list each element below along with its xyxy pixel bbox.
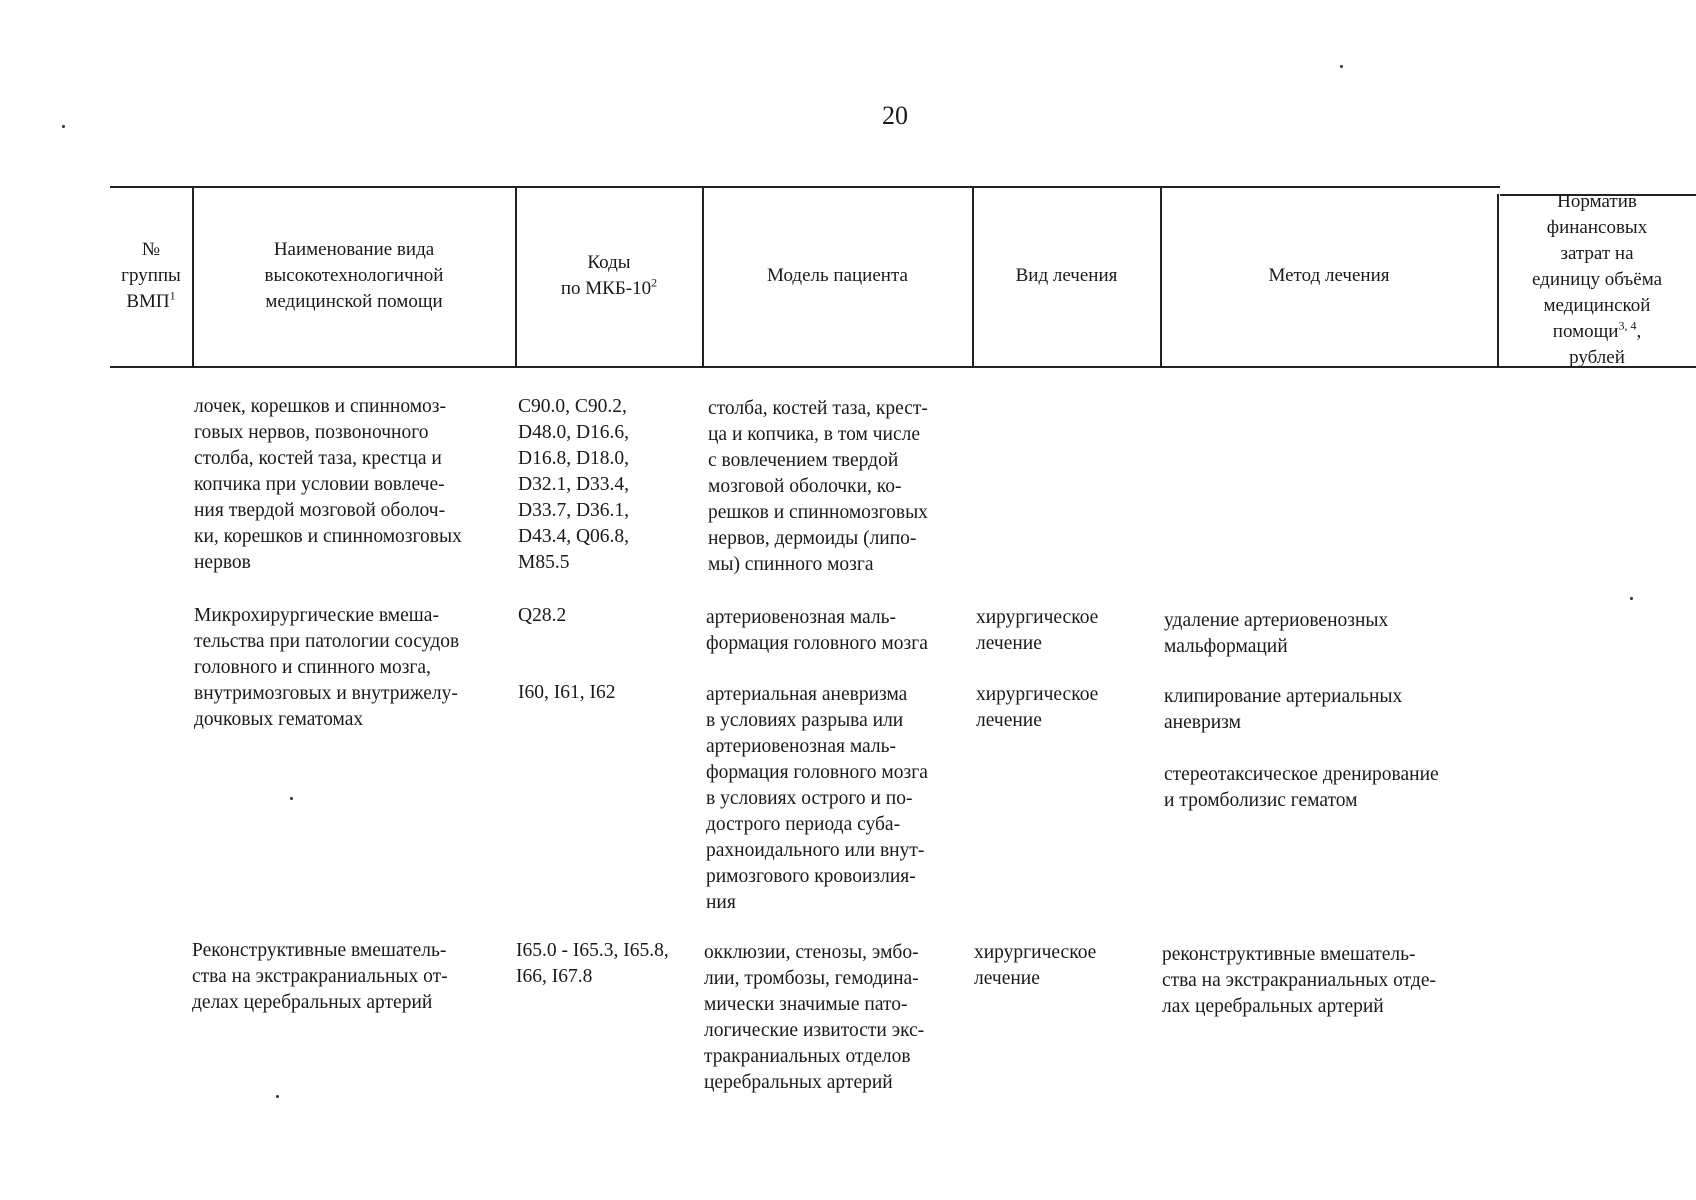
row-3-treatment-method-2: стереотаксическое дренирование и тромболизис гематом — [1164, 764, 1439, 811]
row-2-icd-codes: Q28.2 — [518, 605, 567, 626]
header-group-number: № группы ВМП$^1$ — [121, 239, 181, 312]
row-4-patient-model: окклюзии, стенозы, эмбо- лии, тромбозы, гемодина- мически значимые пато- логические извитости экс- тракраниальных отделов церебральных артерий — [704, 942, 925, 1093]
row-4-treatment-type: хирургическое лечение — [974, 942, 1097, 989]
row-1-patient-model: столба, костей таза, крест- ца и копчика, в том числе с вовлечением твердой мозговой оболочки, ко- решков и спинномозговых нервов, дермоиды (липо- мы) спинного мозга — [708, 398, 928, 575]
header-treatment-method: Метод лечения — [1268, 265, 1390, 286]
scan-speck — [276, 1095, 279, 1098]
row-4-care-type: Реконструктивные вмешатель- ства на экстракраниальных от- делах церебральных артерий — [192, 940, 448, 1013]
row-1-care-type: лочек, корешков и спинномоз- говых нервов, позвоночного столба, костей таза, крестца и копчика при условии вовлече- ния твердой мозговой оболоч- ки, корешков и спинномозговых нервов — [194, 396, 462, 573]
row-3-icd-codes: I60, I61, I62 — [518, 682, 616, 703]
row-4-icd-codes: I65.0 - I65.3, I65.8, I66, I67.8 — [516, 940, 669, 987]
row-1-icd-codes: C90.0, C90.2, D48.0, D16.6, D16.8, D18.0, D32.1, D33.4, D33.7, D36.1, D43.4, Q06.8, M85.5 — [518, 396, 630, 573]
scan-speck — [290, 797, 293, 800]
header-cost-norm: Норматив финансовых затрат на единицу объёма медицинской помощи$^{3, 4}$, рублей — [1531, 191, 1663, 368]
scan-speck — [1630, 597, 1633, 600]
header-treatment-type: Вид лечения — [1015, 265, 1118, 286]
row-3-treatment-method: клипирование артериальных аневризм — [1164, 686, 1403, 733]
row-2-patient-model: артериовенозная маль- формация головного мозга — [706, 607, 928, 654]
header-care-type: Наименование вида высокотехнологичной медицинской помощи — [264, 239, 444, 312]
row-2-treatment-type: хирургическое лечение — [976, 607, 1099, 654]
row-3-patient-model: артериальная аневризма в условиях разрыва или артериовенозная маль- формация головного мозга в условиях острого и по- дострого периода суба- рахноидального или внут- римозгового кровоизлия- ния — [706, 684, 928, 913]
header-icd-codes: Коды по МКБ-$10^2$ — [560, 252, 658, 299]
row-4-treatment-method: реконструктивные вмешатель- ства на экстракраниальных отде- лах церебральных артерий — [1162, 944, 1436, 1017]
row-2-treatment-method: удаление артериовенозных мальформаций — [1164, 610, 1389, 657]
table-header — [110, 186, 1696, 370]
row-3-treatment-type: хирургическое лечение — [976, 684, 1099, 731]
page-number: 20 — [882, 101, 908, 130]
header-patient-model: Модель пациента — [767, 265, 908, 286]
row-2-care-type: Микрохирургические вмеша- тельства при патологии сосудов головного и спинного мозга, внутримозговых и внутрижелу- дочковых гематомах — [194, 605, 460, 730]
scan-speck — [62, 125, 65, 128]
header-bottom-rule — [110, 366, 1696, 368]
scan-speck — [1340, 65, 1343, 68]
